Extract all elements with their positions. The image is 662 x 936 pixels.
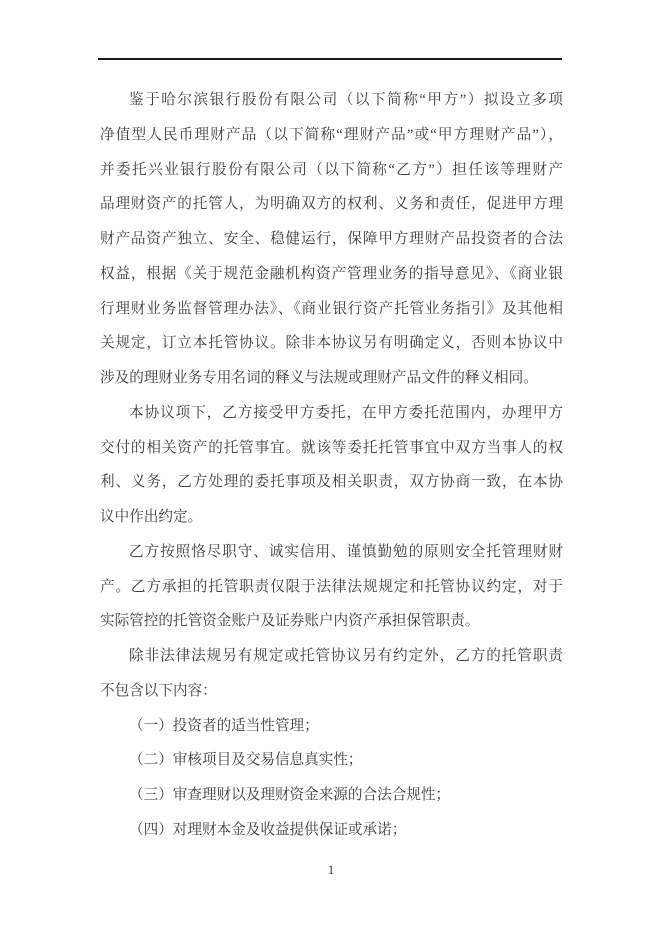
text-line: 行理财业务监督管理办法》、《商业银行资产托管业务指引》及其他相	[100, 300, 563, 317]
text-line: 品理财资产的托管人，为明确双方的权利、义务和责任，促进甲方理	[100, 196, 563, 213]
text-line: 本协议项下，乙方接受甲方委托，在甲方委托范围内，办理甲方	[129, 404, 563, 421]
text-line: 乙方按照恪尽职守、诚实信用、谨慎勤勉的原则安全托管理财财	[129, 543, 563, 560]
text-line: 不包含以下内容：	[100, 682, 217, 699]
document-body	[100, 83, 563, 848]
page-number: 1	[327, 862, 335, 877]
text-line: 鉴于哈尔滨银行股份有限公司（以下简称“甲方”）拟设立多项	[129, 92, 563, 108]
text-line: 关规定，订立本托管协议。除非本协议另有明确定义，否则本协议中	[100, 335, 563, 352]
text-line: （二）审核项目及交易信息真实性；	[129, 752, 363, 769]
text-line: 净值型人民币理财产品（以下简称“理财产品”或“甲方理财产品”），	[100, 126, 563, 143]
text-line: 议中作出约定。	[100, 509, 203, 525]
text-line: 产。乙方承担的托管职责仅限于法律法规规定和托管协议约定，对于	[100, 578, 563, 595]
text-line: 权益，根据《关于规范金融机构资产管理业务的指导意见》、《商业银	[100, 265, 563, 282]
header-separator-line	[98, 58, 562, 60]
text-line: 利、义务，乙方处理的委托事项及相关职责，双方协商一致，在本协	[100, 474, 563, 491]
text-line: （一）投资者的适当性管理；	[129, 717, 319, 734]
text-line: 除非法律法规另有规定或托管协议另有约定外，乙方的托管职责	[129, 648, 563, 664]
text-line: 交付的相关资产的托管事宜。就该等委托托管事宜中双方当事人的权	[100, 439, 563, 456]
text-line: 涉及的理财业务专用名词的释义与法规或理财产品文件的释义相同。	[100, 370, 538, 386]
text-line: 实际管控的托管资金账户及证券账户内资产承担保管职责。	[100, 613, 480, 630]
text-line: 财产品资产独立、安全、稳健运行，保障甲方理财产品投资者的合法	[100, 231, 563, 247]
text-line: 并委托兴业银行股份有限公司（以下简称“乙方”）担任该等理财产	[100, 161, 563, 178]
text-line: （四）对理财本金及收益提供保证或承诺；	[129, 821, 407, 838]
text-line: （三）审查理财以及理财资金来源的合法合规性；	[129, 787, 451, 803]
